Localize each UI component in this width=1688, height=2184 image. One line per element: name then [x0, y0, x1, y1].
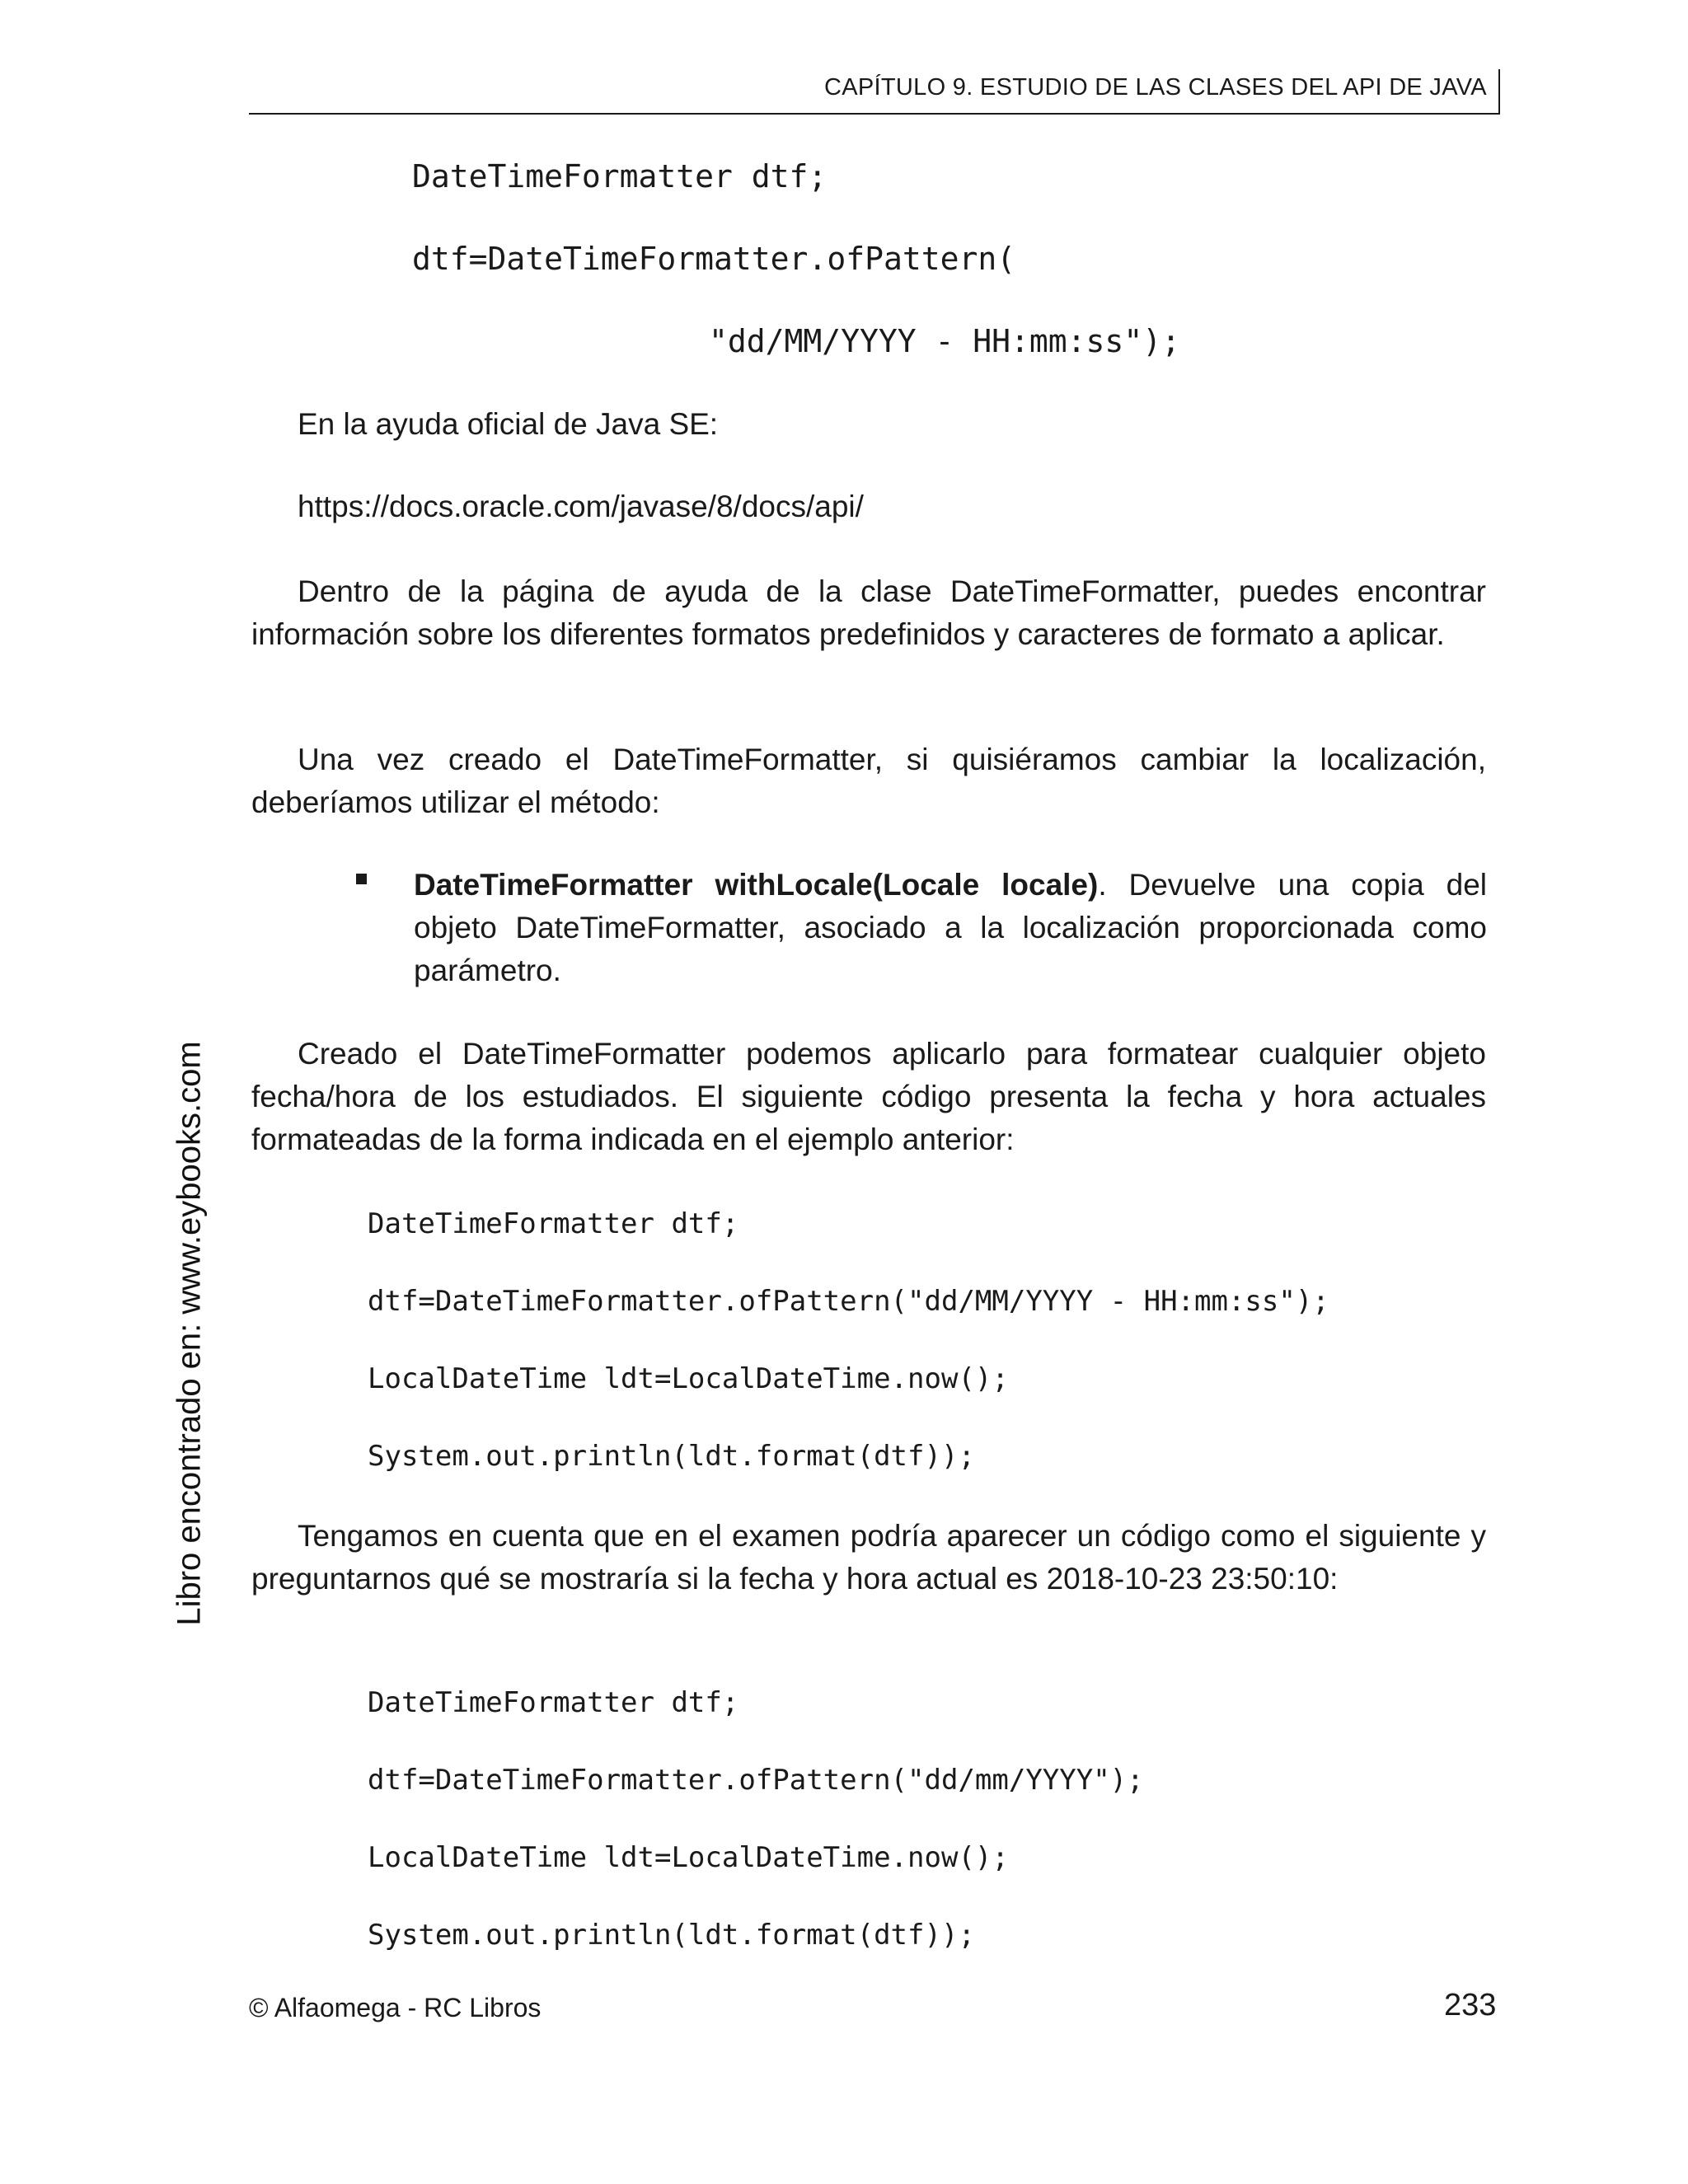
chapter-header: CAPÍTULO 9. ESTUDIO DE LAS CLASES DEL API DE JAVA [824, 74, 1487, 101]
code-line: "dd/MM/YYYY - HH:mm:ss"); [709, 323, 1180, 359]
code-line: System.out.println(ldt.format(dtf)); [368, 1919, 975, 1952]
paragraph-apply: Creado el DateTimeFormatter podemos aplicarlo para formatear cualquier objeto fecha/hora de los estudiados. El siguiente código presenta la fecha y hora actuales formateadas de la forma indicada en el ejemplo anterior: [251, 1037, 1486, 1156]
code-line: dtf=DateTimeFormatter.ofPattern("dd/MM/YYYY - HH:mm:ss"); [368, 1285, 1329, 1318]
side-watermark: Libro encontrado en: www.eybooks.com [171, 1041, 208, 1626]
code-line: DateTimeFormatter dtf; [368, 1207, 739, 1240]
bullet-square-icon [356, 874, 367, 884]
header-rule [249, 113, 1500, 115]
code-line: LocalDateTime ldt=LocalDateTime.now(); [368, 1362, 1009, 1395]
paragraph-exam: Tengamos en cuenta que en el examen podría aparecer un código como el siguiente y preguntarnos qué se mostraría si la fecha y hora actual es 2018-10-23 23:50:10: [251, 1519, 1486, 1596]
code-line: LocalDateTime ldt=LocalDateTime.now(); [368, 1841, 1009, 1874]
method-signature: DateTimeFormatter withLocale(Locale locale) [414, 868, 1099, 902]
page-number: 233 [1444, 1988, 1497, 2022]
footer-publisher: © Alfaomega - RC Libros [249, 1993, 542, 2022]
help-url-link[interactable]: https://docs.oracle.com/javase/8/docs/api/ [298, 490, 864, 523]
paragraph-formats: Dentro de la página de ayuda de la clase DateTimeFormatter, puedes encontrar información sobre los diferentes formatos predefinidos y caracteres de formato a aplicar. [251, 574, 1486, 651]
help-intro-text: En la ayuda oficial de Java SE: [298, 407, 719, 441]
bullet-item [414, 864, 1487, 992]
header-tick [1498, 69, 1500, 115]
paragraph-locale: Una vez creado el DateTimeFormatter, si quisiéramos cambiar la localización, deberíamos utilizar el método: [251, 743, 1486, 819]
code-line: dtf=DateTimeFormatter.ofPattern( [412, 241, 1016, 277]
code-line: DateTimeFormatter dtf; [368, 1686, 739, 1719]
code-line: System.out.println(ldt.format(dtf)); [368, 1440, 975, 1473]
code-line: DateTimeFormatter dtf; [412, 158, 828, 194]
method-description: . Devuelve una copia del objeto DateTimeFormatter, asociado a la localización proporcionada como parámetro. [414, 868, 1487, 987]
code-line: dtf=DateTimeFormatter.ofPattern("dd/mm/YYYY"); [368, 1764, 1144, 1797]
